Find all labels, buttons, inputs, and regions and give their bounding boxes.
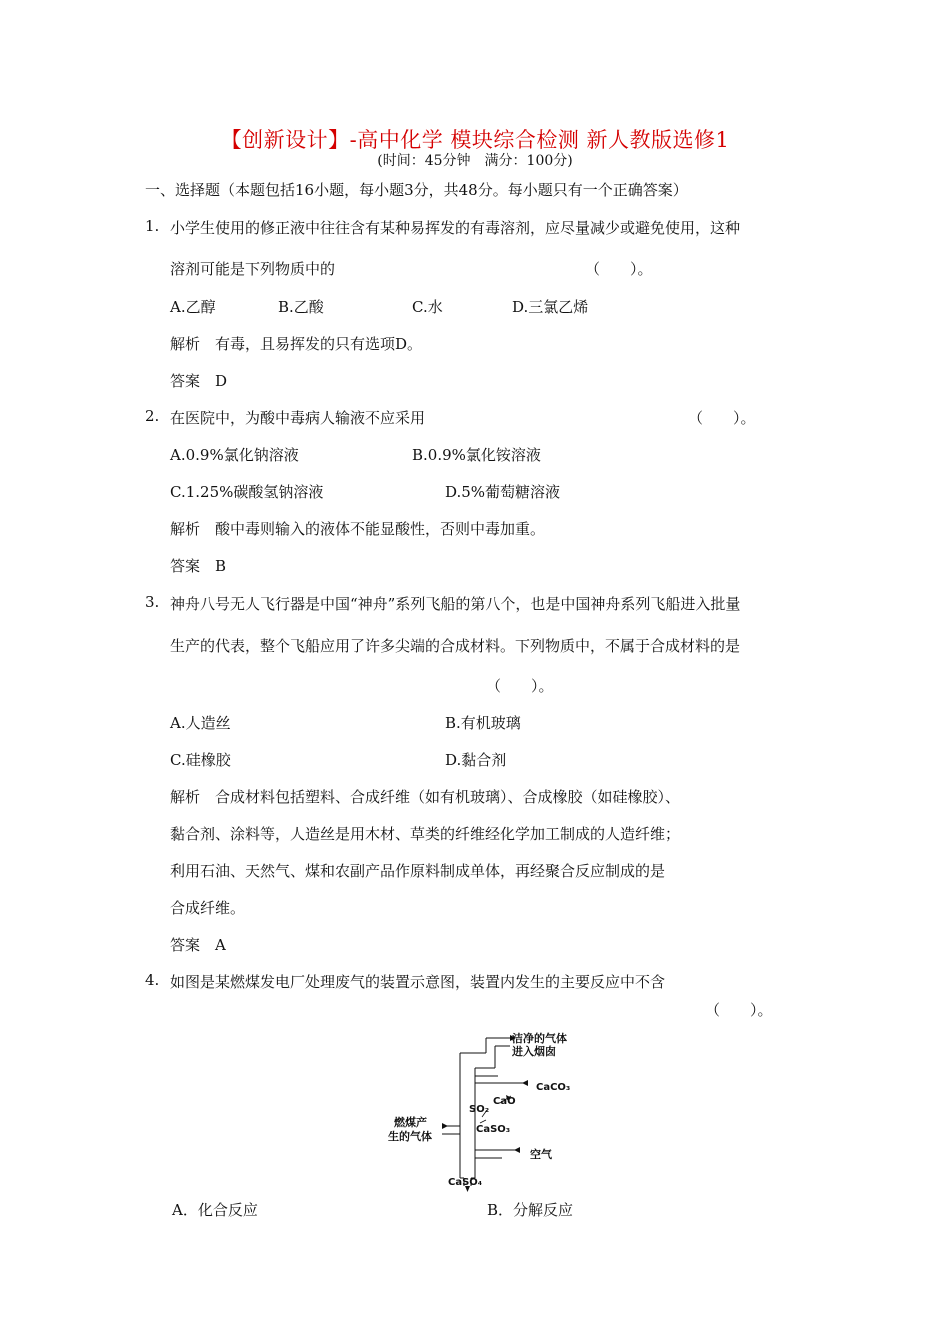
label-caco3: CaCO₃ xyxy=(536,1082,571,1093)
question-text: 溶剂可能是下列物质中的 xyxy=(170,260,336,278)
answer-blank: （ ）。 xyxy=(585,260,653,278)
option-b: B.有机玻璃 xyxy=(445,714,521,732)
label-clean-gas: 洁净的气体 xyxy=(512,1032,567,1045)
option-b: B.乙酸 xyxy=(278,298,324,316)
page-subtitle: (时间：45分钟 满分：100分) xyxy=(377,153,573,169)
answer-blank: （ ）。 xyxy=(705,1001,773,1019)
option-b: B．分解反应 xyxy=(487,1201,574,1219)
analysis-text: 合成纤维。 xyxy=(170,899,246,917)
option-a: A.乙醇 xyxy=(170,298,216,316)
answer-blank: （ ）。 xyxy=(486,677,554,695)
analysis-text: 黏合剂、涂料等，人造丝是用木材、草类的纤维经化学加工制成的人造纤维； xyxy=(170,825,681,843)
label-air: 空气 xyxy=(530,1148,552,1161)
arrow-icon xyxy=(514,1147,520,1153)
option-c: C.水 xyxy=(412,298,443,316)
option-a: A.0.9%氯化钠溶液 xyxy=(170,446,299,464)
arrow-icon xyxy=(442,1123,448,1129)
flue-gas-apparatus-diagram xyxy=(380,1028,610,1193)
question-number: 1. xyxy=(145,217,160,235)
option-c: C.1.25%碳酸氢钠溶液 xyxy=(170,483,324,501)
analysis-text: 解析 合成材料包括塑料、合成纤维（如有机玻璃）、合成橡胶（如硅橡胶）、 xyxy=(170,788,681,806)
arrow-icon xyxy=(522,1080,528,1086)
option-d: D.三氯乙烯 xyxy=(512,298,589,316)
analysis-text: 解析 有毒，且易挥发的只有选项D。 xyxy=(170,335,423,353)
answer-text: 答案 B xyxy=(170,557,227,575)
question-number: 2. xyxy=(145,407,160,425)
question-text: 神舟八号无人飞行器是中国“神舟”系列飞船的第八个，也是中国神舟系列飞船进入批量 xyxy=(170,595,741,613)
label-cao: CaO xyxy=(493,1096,516,1107)
option-a: A.人造丝 xyxy=(170,714,231,732)
analysis-text: 解析 酸中毒则输入的液体不能显酸性，否则中毒加重。 xyxy=(170,520,546,538)
label-caso4: CaSO₄ xyxy=(448,1177,483,1188)
question-number: 3. xyxy=(145,593,160,611)
page-title: 【创新设计】-高中化学 模块综合检测 新人教版选修1 xyxy=(220,128,730,152)
section-heading: 一、选择题（本题包括16小题，每小题3分，共48分。每小题只有一个正确答案） xyxy=(145,181,688,199)
answer-text: 答案 A xyxy=(170,936,226,954)
analysis-text: 利用石油、天然气、煤和农副产品作原料制成单体，再经聚合反应制成的是 xyxy=(170,862,666,880)
label-into-chimney: 进入烟囱 xyxy=(512,1045,556,1058)
option-b: B.0.9%氯化铵溶液 xyxy=(412,446,541,464)
question-number: 4. xyxy=(145,971,160,989)
question-text: 在医院中，为酸中毒病人输液不应采用 xyxy=(170,409,426,427)
label-caso3: CaSO₃ xyxy=(476,1124,511,1135)
answer-text: 答案 D xyxy=(170,372,228,390)
question-text: 生产的代表，整个飞船应用了许多尖端的合成材料。下列物质中，不属于合成材料的是 xyxy=(170,637,741,655)
option-d: D.黏合剂 xyxy=(445,751,507,769)
label-so2: SO₂ xyxy=(469,1104,490,1115)
question-text: 小学生使用的修正液中往往含有某种易挥发的有毒溶剂，应尽量减少或避免使用，这种 xyxy=(170,219,741,237)
option-c: C.硅橡胶 xyxy=(170,751,231,769)
option-d: D.5%葡萄糖溶液 xyxy=(445,483,561,501)
option-a: A．化合反应 xyxy=(172,1201,258,1219)
label-coal-gas: 燃煤产 xyxy=(394,1116,427,1129)
label-coal-gas: 生的气体 xyxy=(388,1130,432,1143)
arrow-icon xyxy=(480,1120,486,1123)
answer-blank: （ ）。 xyxy=(688,409,756,427)
question-text: 如图是某燃煤发电厂处理废气的装置示意图，装置内发生的主要反应中不含 xyxy=(170,973,666,991)
